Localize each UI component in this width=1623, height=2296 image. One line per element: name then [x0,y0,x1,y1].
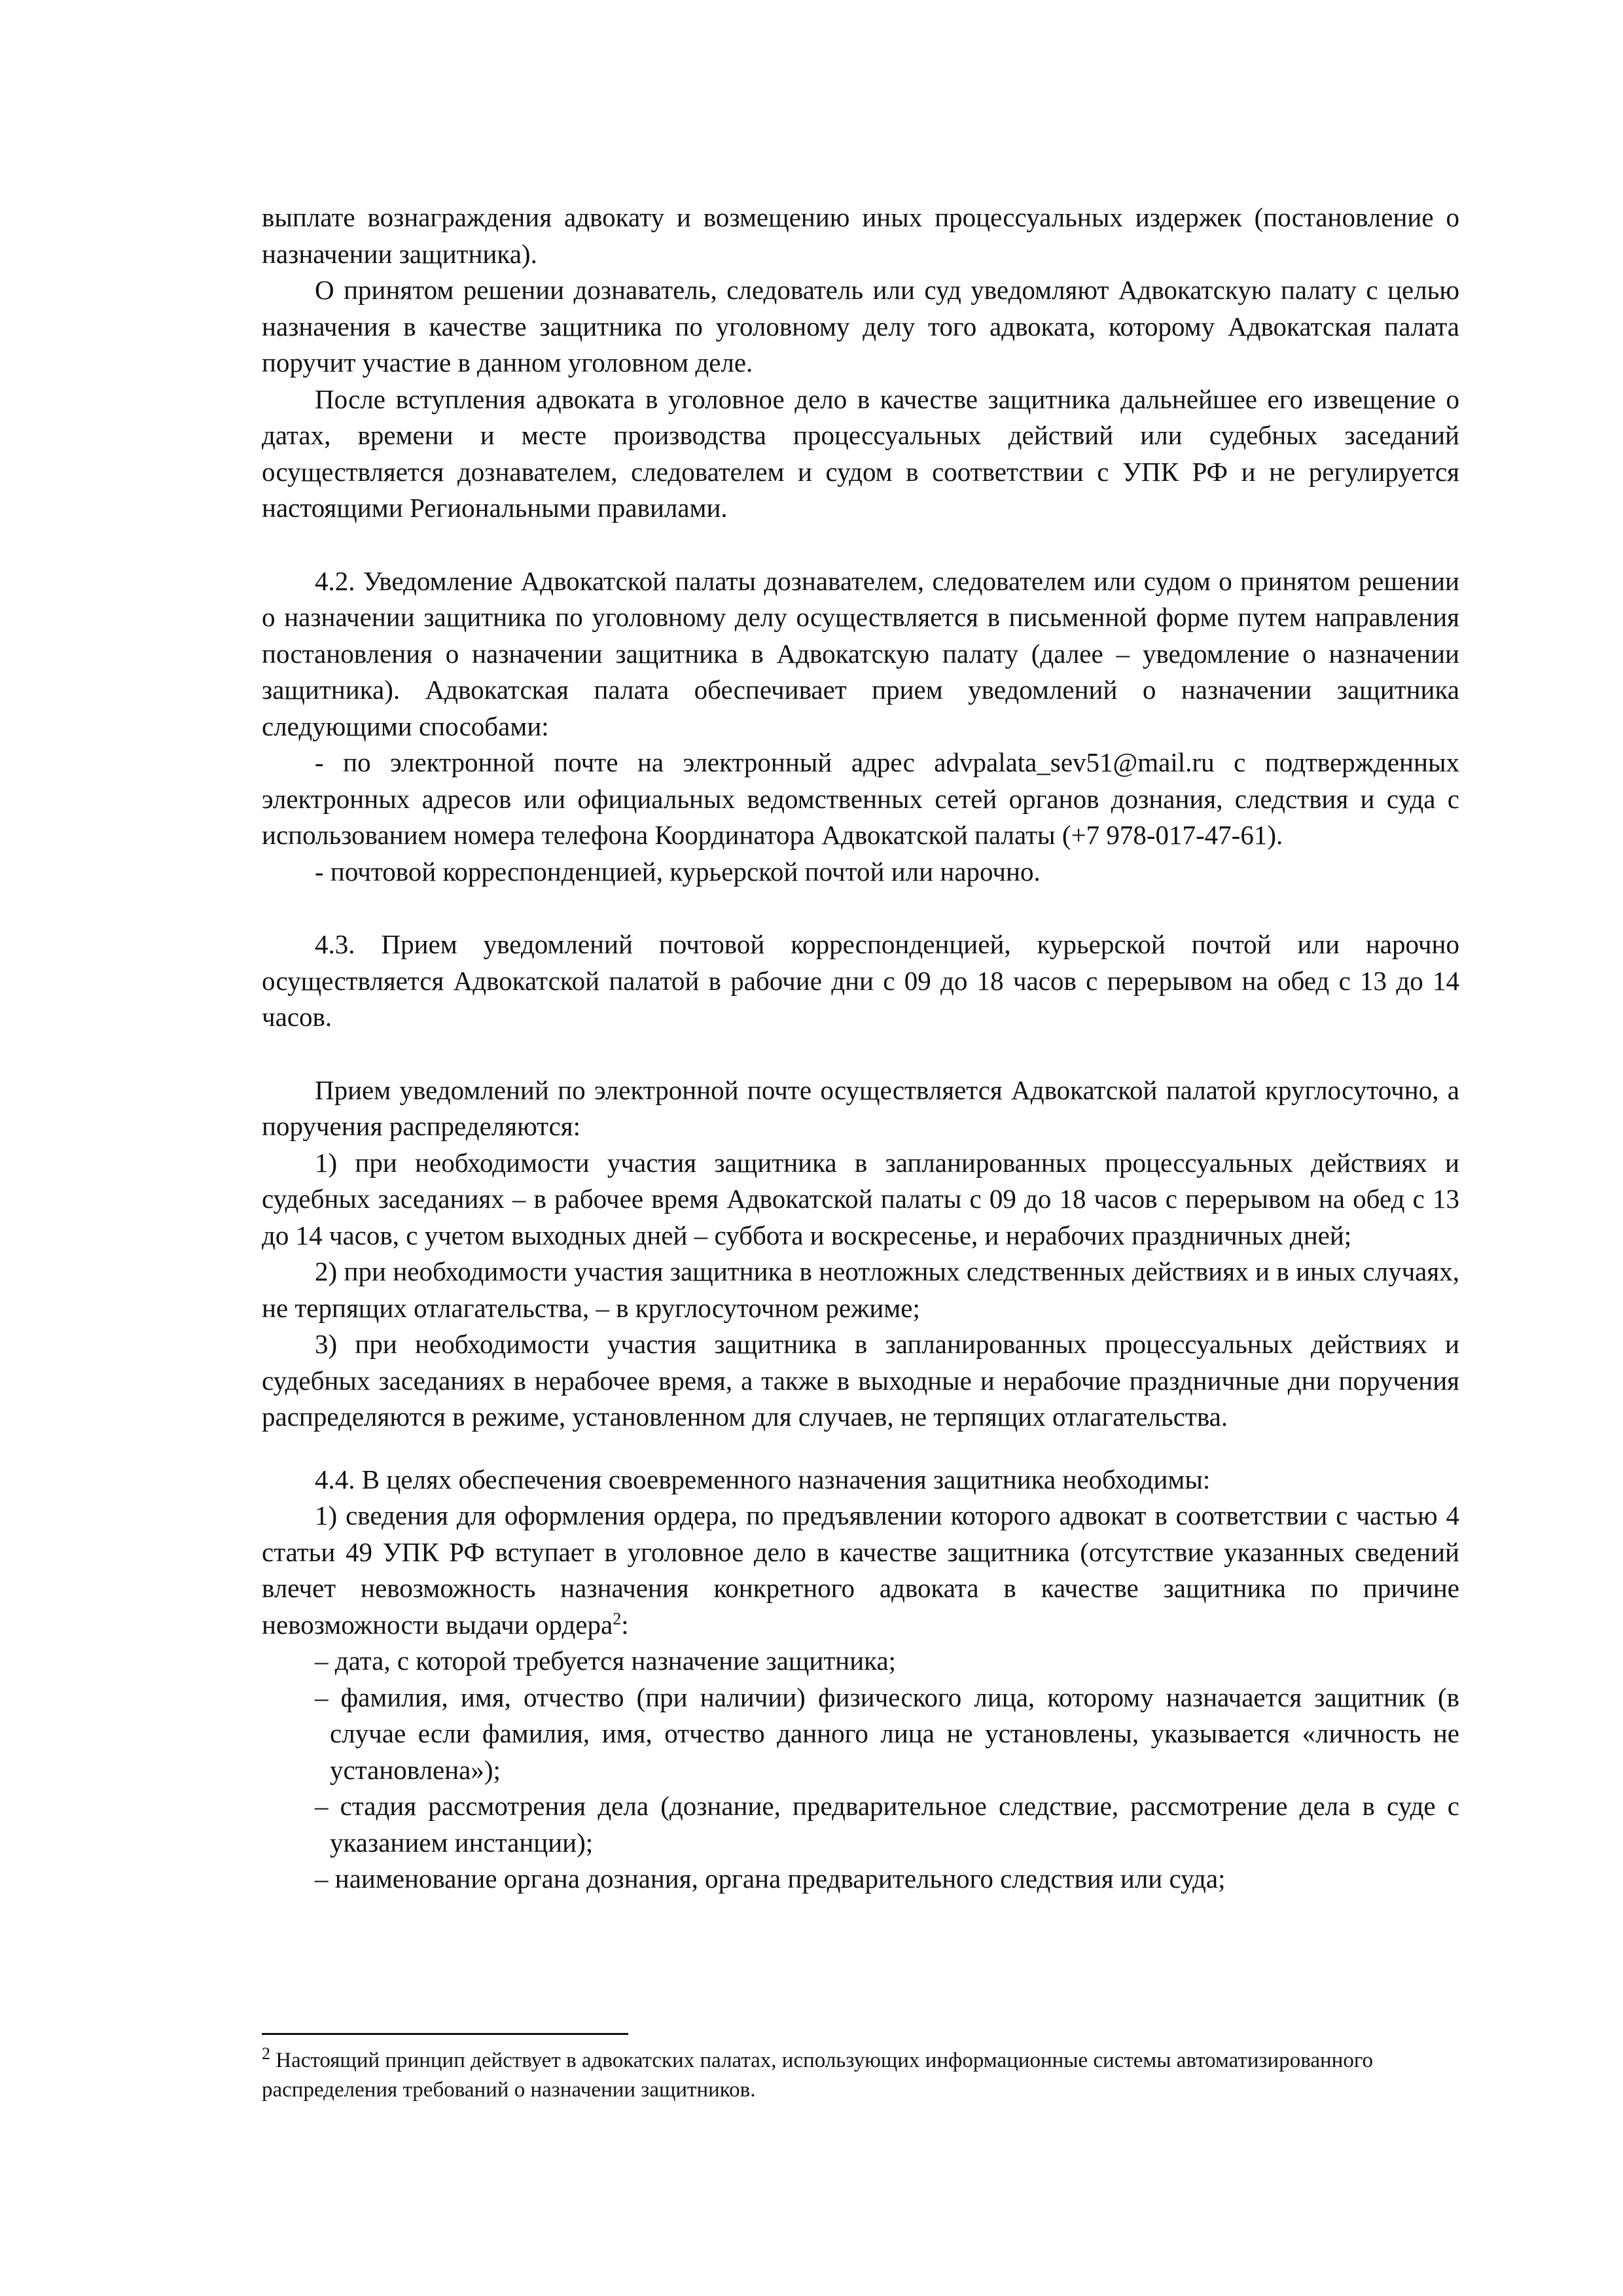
footnote-separator [262,2033,628,2035]
footnote-text: Настоящий принцип действует в адвокатских палатах, использующих информационные системы автоматизированного распределения требований о назначении защитников. [262,2049,1374,2102]
clause-4-3: 4.3. Прием уведомлений почтовой корреспонденцией, курьерской почтой или нарочно осуществляется Адвокатской палатой в рабочие дни с 09 до 18 часов с перерывом на обед с 13 до 14 часов. [262,929,1459,1032]
dash-item-authority: – наименование органа дознания, органа предварительного следствия или суда; [315,1863,1226,1894]
paragraph-notification: О принятом решении дознаватель, следователь или суд уведомляют Адвокатскую палату с целью назначения в качестве защитника по уголовному делу того адвоката, которому Адвокатская палата поручит участие в данном уголовном деле. [262,275,1459,378]
footnote-text-block [262,2046,1459,2105]
clause-4-2: 4.2. Уведомление Адвокатской палаты дознавателем, следователем или судом о принятом решении о назначении защитника по уголовному делу осуществляется в письменной форме путем направления постановления о назначении защитника в Адвокатскую палату (далее – уведомление о назначении защитника). Адвокатская палата обеспечивает прием уведомлений о назначении защитника следующими способами: [262,565,1459,741]
clause-4-2-post: - почтовой корреспонденцией, курьерской почтой или нарочно. [315,856,1041,887]
paragraph-after-entry: После вступления адвоката в уголовное дело в качестве защитника дальнейшее его извещение о датах, времени и месте производства процессуальных действий или судебных заседаний осуществляется дознавателем, следователем и судом в соответствии с УПК РФ и не регулируется настоящими Региональными правилами. [262,383,1459,523]
paragraph-email-intake: Прием уведомлений по электронной почте осуществляется Адвокатской палатой круглосуточно, а поручения распределяются: [262,1074,1459,1141]
dash-item-person: – фамилия, имя, отчество (при наличии) физического лица, которому назначается защитник (в случае если фамилия, имя, отчество данного лица не установлены, указывается «личность не установлена»); [315,1682,1459,1785]
list-item-nonworking: 3) при необходимости участия защитника в запланированных процессуальных действиях и судебных заседаниях в нерабочее время, а также в выходные и нерабочие праздничные дни поручения распределяются в режиме, установленном для случаев, не терпящих отлагательства. [262,1329,1459,1432]
list-item-urgent: 2) при необходимости участия защитника в неотложных следственных действиях и в иных случаях, не терпящих отлагательства, – в круглосуточном режиме; [262,1256,1459,1323]
clause-4-4: 4.4. В целях обеспечения своевременного назначения защитника необходимы: [315,1464,1211,1494]
footnote [262,2046,1459,2105]
dash-item-date: – дата, с которой требуется назначение защитника; [315,1646,897,1676]
document-body [262,200,1459,1898]
clause-4-4-item-1-colon: : [621,1609,629,1640]
footnote-ref: 2 [613,1608,622,1628]
clause-4-4-item-1 [262,1498,1459,1643]
list-item-planned: 1) при необходимости участия защитника в запланированных процессуальных действиях и судебных заседаниях – в рабочее время Адвокатской палаты с 09 до 18 часов с перерывом на обед с 13 до 14 часов, с учетом выходных дней – суббота и воскресенье, и нерабочих праздничных дней; [262,1147,1459,1250]
clause-4-2-email: - по электронной почте на электронный адрес advpalata_sev51@mail.ru с подтвержденных электронных адресов или официальных ведомственных сетей органов дознания, следствия и суда с использованием номера телефона Координатора Адвокатской палаты (+7 978-017-47-61). [262,747,1459,850]
paragraph-continuation: выплате вознаграждения адвокату и возмещению иных процессуальных издержек (постановление о назначении защитника). [262,202,1459,269]
dash-item-stage: – стадия рассмотрения дела (дознание, предварительное следствие, рассмотрение дела в суде с указанием инстанции); [315,1791,1459,1858]
footnote-mark: 2 [262,2044,270,2063]
clause-4-4-item-1-text: 1) сведения для оформления ордера, по предъявлении которого адвокат в соответствии с частью 4 статьи 49 УПК РФ вступает в уголовное дело в качестве защитника (отсутствие указанных сведений влечет невозможность назначения конкретного адвоката в качестве защитника по причине невозможности выдачи ордера [262,1500,1459,1640]
